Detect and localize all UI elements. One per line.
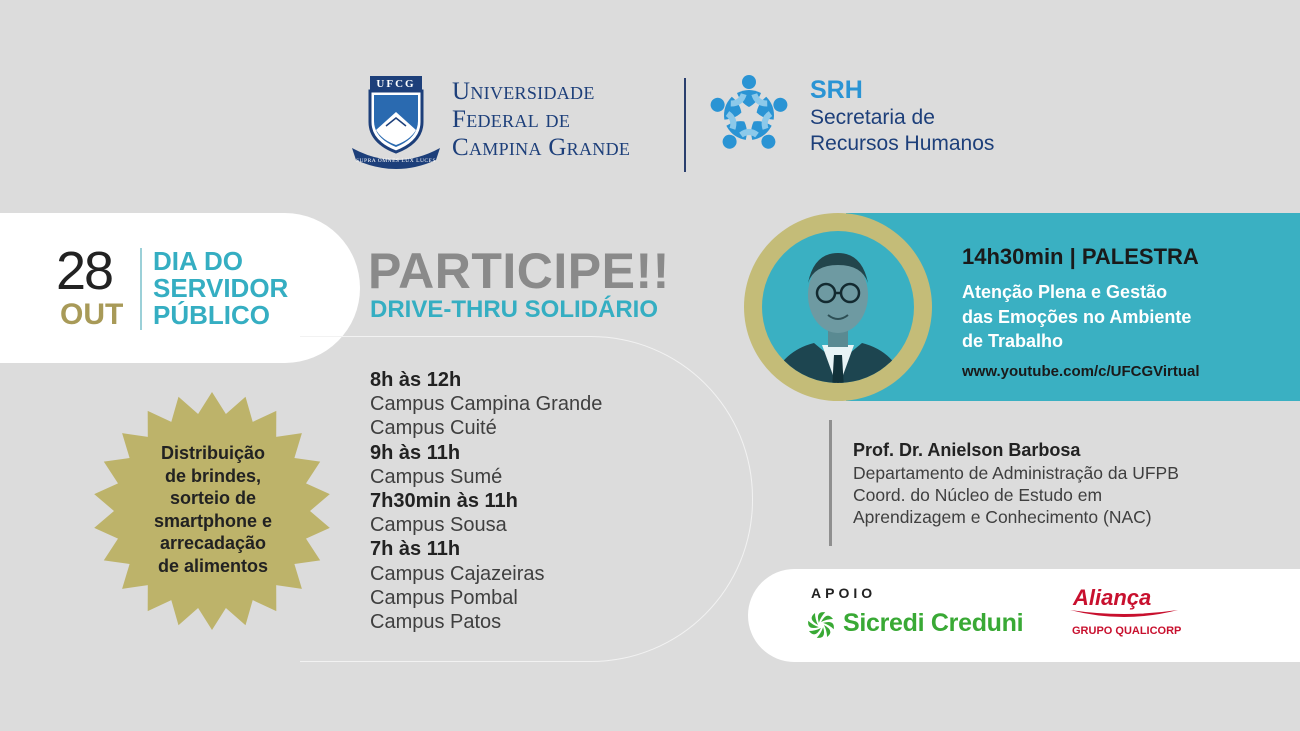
event-title-line: PÚBLICO <box>153 300 270 330</box>
seal-text <box>118 442 308 578</box>
talk-time: 14h30min | PALESTRA <box>962 244 1199 269</box>
university-name <box>452 78 682 162</box>
event-title <box>153 248 288 329</box>
alianca-swoosh-icon <box>1068 608 1180 622</box>
seal-line: smartphone e <box>153 510 273 531</box>
event-title-line: SERVIDOR <box>153 273 289 303</box>
schedule-campus: Campus Patos <box>370 611 502 634</box>
srh-name-line: Recursos Humanos <box>810 132 995 155</box>
support-label: APOIO <box>811 585 877 601</box>
srh-abbreviation: SRH <box>810 76 863 104</box>
ufcg-logo-text: UFCG <box>376 78 416 90</box>
srh-name <box>810 105 994 157</box>
seal-line: de brindes, <box>164 465 262 486</box>
sponsor-alianca-subtitle: GRUPO QUALICORP <box>1072 625 1182 637</box>
seal-line: sorteio de <box>169 488 257 509</box>
schedule-campus: Campus Cajazeiras <box>370 562 545 585</box>
srh-logo-icon <box>706 72 792 158</box>
speaker-divider <box>829 420 832 546</box>
speaker-role-line: Aprendizagem e Conhecimento (NAC) <box>853 507 1152 527</box>
talk-title-line: de Trabalho <box>962 331 1064 351</box>
event-month: OUT <box>60 298 124 331</box>
seal-line: arrecadação <box>159 533 267 554</box>
sponsor-alianca: Aliança <box>1073 585 1152 610</box>
headline-subtitle: DRIVE-THRU SOLIDÁRIO <box>370 296 658 323</box>
date-separator <box>140 248 142 330</box>
seal-line: de alimentos <box>157 555 269 576</box>
schedule-time: 7h30min às 11h <box>370 490 518 513</box>
headline: PARTICIPE!! <box>368 243 670 299</box>
youtube-link[interactable]: www.youtube.com/c/UFCGVirtual <box>962 363 1200 380</box>
header-divider <box>684 78 686 172</box>
schedule-campus: Campus Cuité <box>370 417 497 440</box>
speaker-roles <box>853 462 1179 528</box>
sicredi-icon <box>806 610 836 640</box>
sponsor-sicredi: Sicredi Creduni <box>843 609 1024 637</box>
speaker-portrait <box>744 213 932 401</box>
schedule-time: 9h às 11h <box>370 441 461 464</box>
event-day: 28 <box>56 241 113 301</box>
event-title-line: DIA DO <box>153 246 244 276</box>
university-name-line: Campina Grande <box>452 134 631 161</box>
schedule-time: 8h às 12h <box>370 369 462 391</box>
speaker-name: Prof. Dr. Anielson Barbosa <box>853 440 1081 460</box>
speaker-role-line: Coord. do Núcleo de Estudo em <box>853 485 1103 505</box>
talk-title-line: Atenção Plena e Gestão <box>962 282 1168 302</box>
university-name-line: Federal de <box>452 106 571 133</box>
srh-name-line: Secretaria de <box>810 106 935 129</box>
schedule-list <box>370 368 602 634</box>
schedule-time: 7h às 11h <box>370 538 461 561</box>
schedule-campus: Campus Pombal <box>370 586 518 609</box>
ufcg-motto: SUPRA OMNES LUX LUCES <box>355 158 437 164</box>
talk-title <box>962 280 1191 354</box>
schedule-campus: Campus Sousa <box>370 514 507 537</box>
schedule-campus: Campus Campina Grande <box>370 393 603 416</box>
schedule-campus: Campus Sumé <box>370 465 503 488</box>
university-name-line: Universidade <box>452 78 595 105</box>
speaker-role-line: Departamento de Administração da UFPB <box>853 463 1179 483</box>
talk-title-line: das Emoções no Ambiente <box>962 306 1192 327</box>
seal-line: Distribuição <box>160 443 266 463</box>
ufcg-logo <box>350 74 442 172</box>
